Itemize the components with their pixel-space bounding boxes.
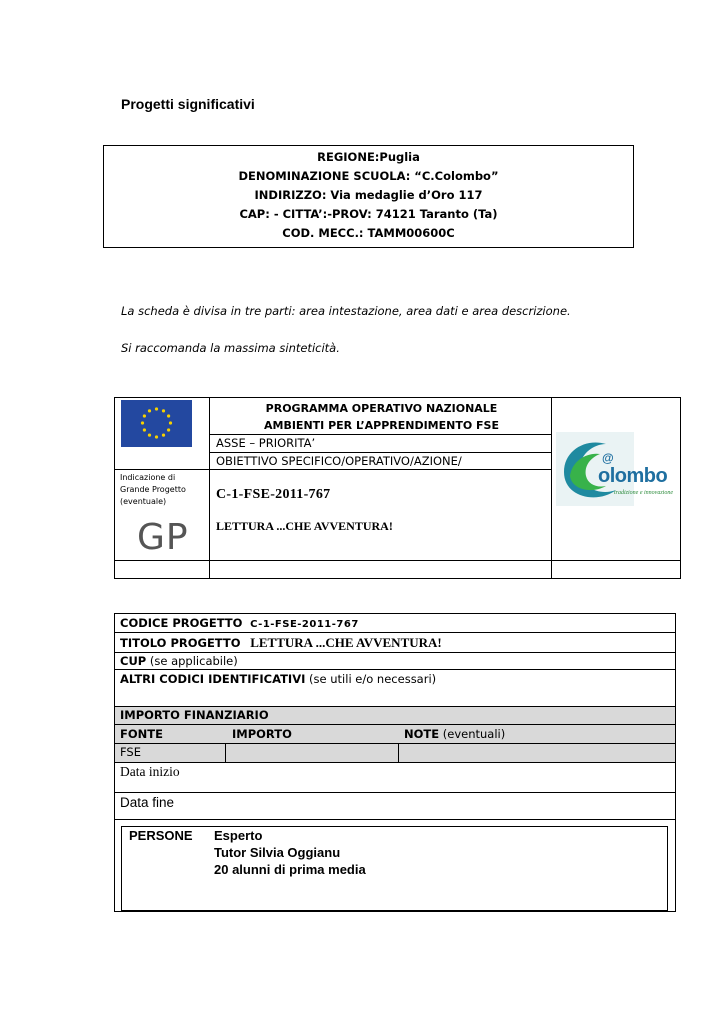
start-date-label: Data inizio xyxy=(120,764,180,779)
school-code: COD. MECC.: TAMM00600C xyxy=(282,226,455,240)
source-value: FSE xyxy=(120,745,141,759)
school-info-box xyxy=(103,145,634,248)
amount-label: IMPORTO FINANZIARIO xyxy=(120,708,269,722)
title-value: LETTURA ...CHE AVVENTURA! xyxy=(250,635,442,650)
col-notes xyxy=(404,727,505,741)
school-name: DENOMINAZIONE SCUOLA: “C.Colombo” xyxy=(238,169,499,183)
school-address: INDIRIZZO: Via medaglie d’Oro 117 xyxy=(254,188,483,202)
gp-label: GP xyxy=(137,517,189,558)
gp-note-line-1: Indicazione di xyxy=(120,473,176,482)
end-date-label: Data fine xyxy=(120,795,175,810)
school-logo xyxy=(556,432,674,506)
eu-flag-icon xyxy=(121,400,192,447)
axis-priority: ASSE – PRIORITA’ xyxy=(216,436,316,450)
cup-note: (se applicabile) xyxy=(146,654,238,668)
col-source: FONTE xyxy=(120,727,163,741)
gp-note-line-2: Grande Progetto xyxy=(120,485,186,494)
cup-label: CUP xyxy=(120,654,147,668)
programme-line-2: AMBIENTI PER L’APPRENDIMENTO FSE xyxy=(264,419,499,432)
page-title: Progetti significativi xyxy=(121,96,255,112)
programme-line-1: PROGRAMMA OPERATIVO NAZIONALE xyxy=(265,402,498,415)
gp-note-line-3: (eventuale) xyxy=(120,497,167,506)
persons-label: PERSONE xyxy=(129,828,193,843)
logo-text: olombo xyxy=(598,465,668,487)
project-code-header: C-1-FSE-2011-767 xyxy=(216,487,331,502)
project-code-row xyxy=(120,616,359,630)
project-title-header: LETTURA ...CHE AVVENTURA! xyxy=(216,519,393,533)
project-title-row xyxy=(120,635,442,651)
code-value: C-1-FSE-2011-767 xyxy=(250,619,359,630)
programme-title xyxy=(212,400,551,434)
col-notes-note: (eventuali) xyxy=(439,727,506,741)
specific-objective: OBIETTIVO SPECIFICO/OPERATIVO/AZIONE/ xyxy=(216,454,462,468)
logo-at: @ xyxy=(602,451,614,465)
persons-box xyxy=(121,826,668,911)
person-students: 20 alunni di prima media xyxy=(214,862,366,877)
other-codes-row xyxy=(120,672,436,686)
logo-tagline: tradizione e innovazione xyxy=(614,490,673,496)
school-city: CAP: - CITTA’:-PROV: 74121 Taranto (Ta) xyxy=(239,207,498,221)
col-notes-label: NOTE xyxy=(404,727,440,741)
title-label: TITOLO PROGETTO xyxy=(120,636,241,650)
code-label: CODICE PROGETTO xyxy=(120,616,243,630)
school-region: REGIONE:Puglia xyxy=(317,150,420,164)
instruction-note: La scheda è divisa in tre parti: area intestazione, area dati e area descrizione. xyxy=(121,304,571,318)
person-tutor: Tutor Silvia Oggianu xyxy=(214,845,341,860)
conciseness-note: Si raccomanda la massima sinteticità. xyxy=(121,341,340,355)
other-codes-note: (se utili e/o necessari) xyxy=(305,672,437,686)
other-codes-label: ALTRI CODICI IDENTIFICATIVI xyxy=(120,672,306,686)
gp-indication xyxy=(120,472,186,508)
col-amount: IMPORTO xyxy=(232,727,292,741)
cup-row xyxy=(120,654,238,668)
person-expert: Esperto xyxy=(214,828,263,843)
